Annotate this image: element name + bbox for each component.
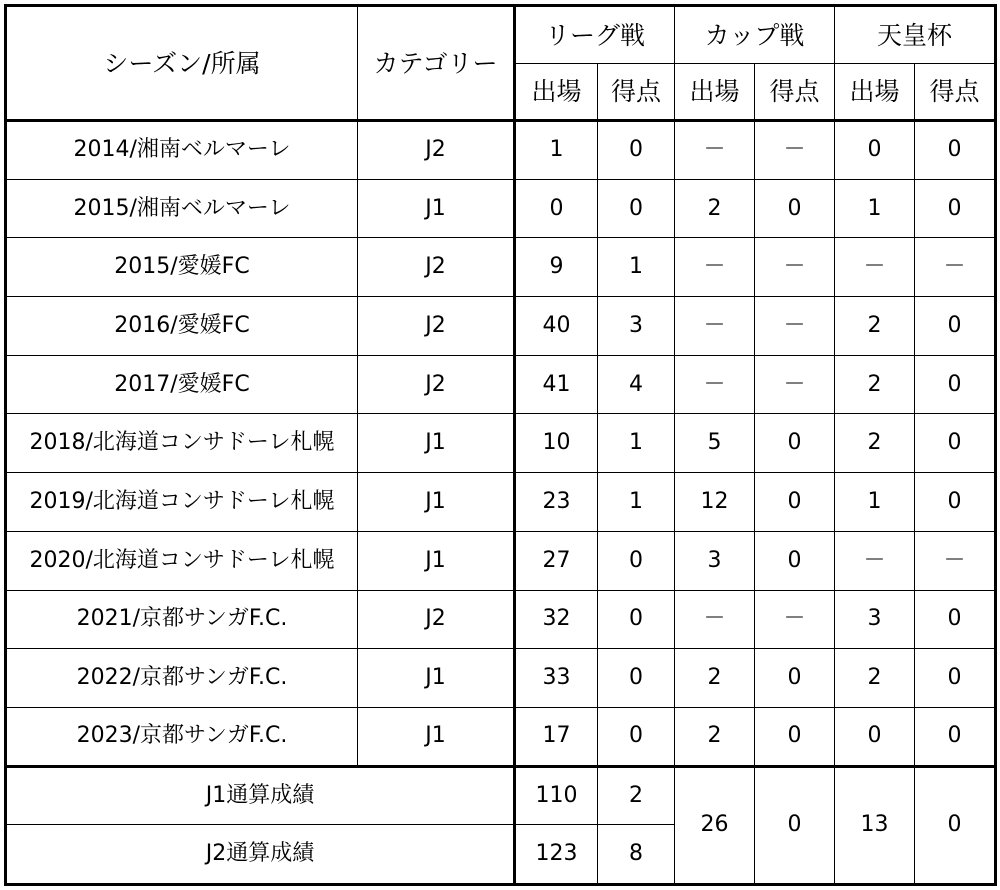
category-cell: J1	[358, 473, 515, 532]
category-cell: J1	[358, 707, 515, 766]
league-apps-cell: 33	[515, 649, 598, 708]
header-cup: カップ戦	[675, 7, 835, 64]
season-cell: 2020/北海道コンサドーレ札幌	[7, 531, 358, 590]
category-cell: J2	[358, 238, 515, 297]
cup-goals-cell: 0	[755, 707, 835, 766]
table-row	[7, 531, 995, 590]
season-cell: 2019/北海道コンサドーレ札幌	[7, 473, 358, 532]
league-apps-cell: 0	[515, 179, 598, 238]
cup-goals-cell: －	[755, 297, 835, 356]
cup-goals-cell: 0	[755, 414, 835, 473]
emperor-goals-cell: 0	[915, 414, 995, 473]
league-goals-cell: 4	[598, 355, 675, 414]
cup-apps-cell: 2	[675, 179, 755, 238]
category-cell: J2	[358, 590, 515, 649]
cup-apps-cell: －	[675, 590, 755, 649]
cup-goals-cell: 0	[755, 649, 835, 708]
j2-total-league-goals: 8	[598, 825, 675, 884]
header-league-goals: 得点	[598, 64, 675, 121]
season-cell: 2022/京都サンガF.C.	[7, 649, 358, 708]
cup-goals-cell: 0	[755, 531, 835, 590]
table-row	[7, 297, 995, 356]
header-league-apps: 出場	[515, 64, 598, 121]
league-apps-cell: 32	[515, 590, 598, 649]
league-goals-cell: 1	[598, 238, 675, 297]
total-cup-goals: 0	[755, 766, 835, 883]
table-row	[7, 179, 995, 238]
league-goals-cell: 0	[598, 179, 675, 238]
cup-goals-cell: －	[755, 238, 835, 297]
category-cell: J1	[358, 414, 515, 473]
league-apps-cell: 23	[515, 473, 598, 532]
season-cell: 2016/愛媛FC	[7, 297, 358, 356]
emperor-goals-cell: 0	[915, 473, 995, 532]
category-cell: J1	[358, 179, 515, 238]
league-apps-cell: 1	[515, 121, 598, 180]
emperor-goals-cell: 0	[915, 121, 995, 180]
header-category: カテゴリー	[358, 7, 515, 121]
header-emperor-apps: 出場	[835, 64, 915, 121]
cup-goals-cell: 0	[755, 179, 835, 238]
league-goals-cell: 0	[598, 590, 675, 649]
league-apps-cell: 17	[515, 707, 598, 766]
league-goals-cell: 0	[598, 531, 675, 590]
total-emperor-apps: 13	[835, 766, 915, 883]
table-row	[7, 590, 995, 649]
table-row	[7, 238, 995, 297]
league-goals-cell: 0	[598, 649, 675, 708]
cup-apps-cell: 2	[675, 649, 755, 708]
total-cup-apps: 26	[675, 766, 755, 883]
emperor-apps-cell: －	[835, 238, 915, 297]
table-row	[7, 355, 995, 414]
emperor-goals-cell: 0	[915, 355, 995, 414]
emperor-apps-cell: －	[835, 531, 915, 590]
season-cell: 2018/北海道コンサドーレ札幌	[7, 414, 358, 473]
cup-apps-cell: 12	[675, 473, 755, 532]
category-cell: J2	[358, 355, 515, 414]
j2-total-league-apps: 123	[515, 825, 598, 884]
total-emperor-goals: 0	[915, 766, 995, 883]
header-cup-apps: 出場	[675, 64, 755, 121]
j1-total-league-apps: 110	[515, 766, 598, 825]
cup-apps-cell: －	[675, 238, 755, 297]
emperor-apps-cell: 1	[835, 473, 915, 532]
table-row	[7, 707, 995, 766]
cup-apps-cell: －	[675, 297, 755, 356]
career-stats-table	[6, 6, 995, 884]
cup-apps-cell: 3	[675, 531, 755, 590]
emperor-apps-cell: 0	[835, 707, 915, 766]
emperor-goals-cell: 0	[915, 179, 995, 238]
emperor-goals-cell: －	[915, 238, 995, 297]
emperor-apps-cell: 2	[835, 414, 915, 473]
header-emperor: 天皇杯	[835, 7, 995, 64]
emperor-apps-cell: 0	[835, 121, 915, 180]
category-cell: J1	[358, 531, 515, 590]
league-apps-cell: 41	[515, 355, 598, 414]
table-row	[7, 649, 995, 708]
category-cell: J1	[358, 649, 515, 708]
league-apps-cell: 10	[515, 414, 598, 473]
emperor-apps-cell: 2	[835, 297, 915, 356]
cup-goals-cell: －	[755, 355, 835, 414]
emperor-apps-cell: 3	[835, 590, 915, 649]
emperor-apps-cell: 2	[835, 355, 915, 414]
season-cell: 2017/愛媛FC	[7, 355, 358, 414]
emperor-goals-cell: －	[915, 531, 995, 590]
j1-total-league-goals: 2	[598, 766, 675, 825]
season-cell: 2021/京都サンガF.C.	[7, 590, 358, 649]
cup-apps-cell: 5	[675, 414, 755, 473]
header-emperor-goals: 得点	[915, 64, 995, 121]
category-cell: J2	[358, 121, 515, 180]
cup-apps-cell: －	[675, 121, 755, 180]
emperor-goals-cell: 0	[915, 707, 995, 766]
j1-total-label: J1通算成績	[7, 766, 515, 825]
season-cell: 2015/愛媛FC	[7, 238, 358, 297]
table-row	[7, 121, 995, 180]
season-cell: 2015/湘南ベルマーレ	[7, 179, 358, 238]
emperor-goals-cell: 0	[915, 297, 995, 356]
cup-apps-cell: －	[675, 355, 755, 414]
league-goals-cell: 1	[598, 473, 675, 532]
emperor-goals-cell: 0	[915, 649, 995, 708]
header-cup-goals: 得点	[755, 64, 835, 121]
emperor-goals-cell: 0	[915, 590, 995, 649]
cup-apps-cell: 2	[675, 707, 755, 766]
emperor-apps-cell: 1	[835, 179, 915, 238]
table-row	[7, 414, 995, 473]
season-cell: 2023/京都サンガF.C.	[7, 707, 358, 766]
cup-goals-cell: －	[755, 590, 835, 649]
league-apps-cell: 9	[515, 238, 598, 297]
category-cell: J2	[358, 297, 515, 356]
league-goals-cell: 3	[598, 297, 675, 356]
header-league: リーグ戦	[515, 7, 675, 64]
cup-goals-cell: 0	[755, 473, 835, 532]
league-goals-cell: 0	[598, 121, 675, 180]
league-apps-cell: 40	[515, 297, 598, 356]
emperor-apps-cell: 2	[835, 649, 915, 708]
header-season: シーズン/所属	[7, 7, 358, 121]
j2-total-label: J2通算成績	[7, 825, 515, 884]
league-goals-cell: 0	[598, 707, 675, 766]
table-row	[7, 473, 995, 532]
league-goals-cell: 1	[598, 414, 675, 473]
league-apps-cell: 27	[515, 531, 598, 590]
season-cell: 2014/湘南ベルマーレ	[7, 121, 358, 180]
cup-goals-cell: －	[755, 121, 835, 180]
